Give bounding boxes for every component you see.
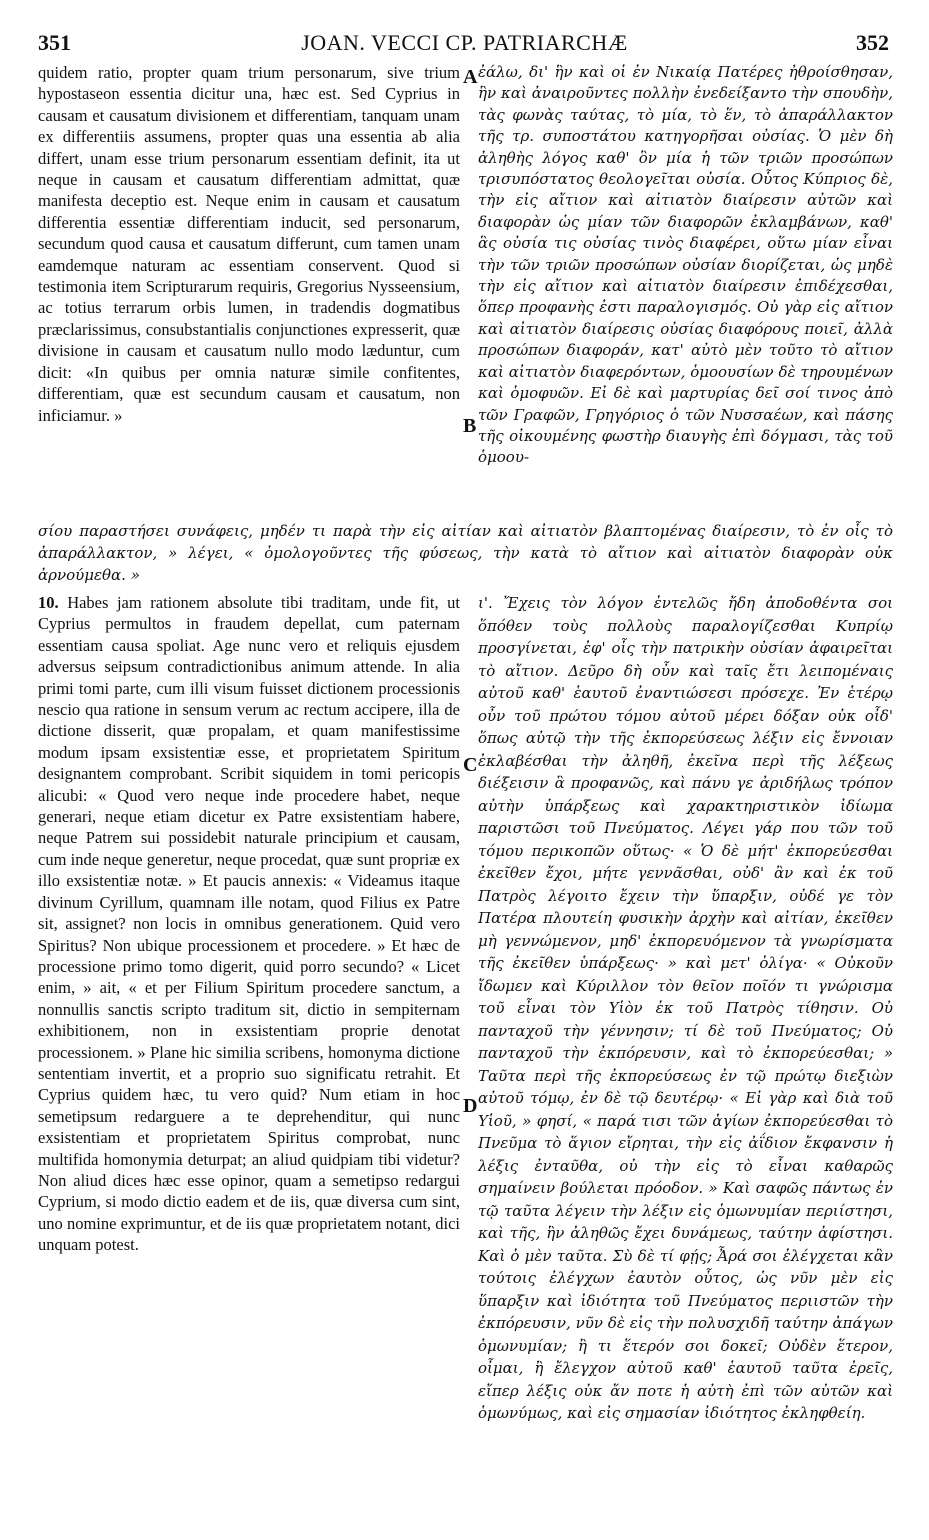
latin-section-text: Habes jam rationem absolute tibi traditam, unde fit, ut Cyprius permultos in fraudem depellat, cum paternam essentiam causa spoliat. Age nunc vero et reliquis ejusdem adversus seipsum contradictionibus animum attende. In alia primi tomi parte, cum illi visum fuisset dictionem processionis nescio qua ratione in sensum verum ac rectum accipere, illa de dictione disserit, quæ propalam, et quam manifestissime modum ipsam exsistentiæ esse, et proprietatem Spiritum designantem comprobant. Scribit siquidem in tomi pericopis alicubi: « Quod vero neque inde procedere habet, neque generari, neque etiam dicetur ex Patre exsistentiam habere, neque Patrem sui possidebit naturale principium et causam, cum inde neque generetur, neque procedat, quæ sunt propriæ ex illo exsistentiæ notæ. » Et paucis annexis: « Videamus itaque divinum Cyrillum, quamnam ille notam, quod Filius ex Patre sit, assignet? non locis in omnibus generationem. Quid vero Spiritus? Non ubique processionem et procedere. » Et hæc de processione primo tomo digerit, quid porro secundo? « Licet enim, » ait, « et per Filium Spiritum procedere sanctum, a nonnullis sanctis scripto traditum sit, dictio in sempiternam exhibitionem, non in exsistentiam proprie denotat processionem. » Plane hic similia scribens, homonyma dictione sententiam invertit, et a proprio suo significatu retrahit. Et Cyprius quidem hæc, tu vero quid? Num etiam in hoc semetipsum redarguere a te deprehenditur, qui nunc exsistentiam et proprietatem Spiritus comprobat, nunc multifida homonymia deturpat; an aliud quidpiam tibi videtur? Non aliud dices hæc esse opinor, quam a semetipso redargui Cyprium, si modo dictio eadem et de iis, quæ diversa cum sint, uno nomine exprimuntur, et de iis quæ proprietatem notant, dici unquam potest. bbox=[38, 593, 460, 1255]
greek-column-top bbox=[478, 62, 893, 469]
greek-column-bottom bbox=[478, 592, 893, 1425]
page-number-left: 351 bbox=[38, 30, 71, 55]
section-number: 10. bbox=[38, 593, 59, 612]
margin-marker-d: D bbox=[463, 1095, 478, 1117]
greek-spanning-paragraph: σίου παραστήσει συνάφεις, μηδέν τι παρὰ τὴν εἰς αἰτίαν καὶ αἰτιατὸν βλαπτομένας διαίρεσιν, τὸ ἐν οἷς τὸ ἀπαράλλακτον, » λέγει, « ὁμολογοῦντες τῆς φύσεως, τὴν κατὰ τὸ αἴτιον καὶ αἰτιατὸν διαφορὰν οὐκ ἀρνούμεθα. » bbox=[38, 522, 893, 584]
running-title: JOAN. VECCI CP. PATRIARCHÆ bbox=[301, 30, 628, 55]
greek-paragraph-bottom: ι'. Ἔχεις τὸν λόγον ἐντελῶς ἤδη ἀποδοθέντα σοι ὅπόθεν τοὺς πολλοὺς παραλογίζεσθαι Κυπρίῳ προσγίνεται, ἐφ' οἷς τὴν πατρικὴν οὐσίαν ἀφαιρεῖται τὸ αἴτιον. Δεῦρο δὴ οὖν καὶ ταῖς ἔτι λειπομέναις αὐτοῦ καθ' ἑαυτοῦ ἐναντιώσεσι πρόσεχε. Ἐν ἑτέρῳ οὖν τοῦ πρώτου τόμου αὐτοῦ μέρει δόξαν οὐκ οἶδ' ὅπως αὐτῷ τὴν τῆς ἐκπορεύσεως λέξιν εἰς ἔννοιαν ἐκλαβέσθαι τὴν ἀληθῆ, ἐκεῖνα περὶ τῆς λέξεως διέξεισιν ἃ προφανῶς, καὶ πάνυ γε ἀριδήλως τρόπον αὐτὴν ὑπάρξεως καὶ χαρακτηριστικὸν ἰδίωμα παριστῶσι τοῦ Πνεύματος. Λέγει γάρ που τῶν τοῦ τόμου περικοπῶν οὕτως· « Ὁ δὲ μήτ' ἐκπορεύεσθαι ἐκεῖθεν ἔχοι, μήτε γεννᾶσθαι, οὐδ' ἂν καὶ ἐκ τοῦ Πατρὸς λέγοιτο ἔχειν τὴν ὕπαρξιν, οὐδέ γε τὸν Πατέρα πλουτείη φυσικὴν ἀρχὴν καὶ αἰτίαν, ἐκεῖθεν μὴ γεννώμενον, μηδ' ἐκπορευόμενον τὰ γνωρίσματα τῆς ἐκεῖθεν ὑπάρξεως· » καὶ μετ' ὀλίγα· « Οὐκοῦν ἴδωμεν καὶ Κύριλλον τὸν θεῖον ποῖόν τι γνώρισμα τοῦ εἶναι τὸν Υἱὸν ἐκ τοῦ Πατρὸς τίθησιν. Οὐ πανταχοῦ τὴν γέννησιν; τί δὲ τοῦ Πνεύματος; Οὐ πανταχοῦ τὴν ἐκπόρευσιν, καὶ τὸ ἐκπορεύεσθαι; » Ταῦτα περὶ τῆς ἐκπορεύσεως ἐν τῷ πρώτῳ διεξιὼν αὐτοῦ τόμῳ, ἐν δὲ τῷ δευτέρῳ· « Εἰ γὰρ καὶ διὰ τοῦ Υἱοῦ, » φησί, « παρά τισι τῶν ἁγίων ἐκπορεύεσθαι τὸ Πνεῦμα τὸ ἅγιον εἴρηται, τὴν εἰς ἀΐδιον ἔκφανσιν ἡ λέξις ἐνταῦθα, οὐ τὴν εἰς τὸ εἶναι καθαρῶς σημαίνειν βούλεται πρόοδον. » Καὶ σαφῶς πάντως ἐν τῷ ταῦτα λέγειν τὴν λέξιν εἰς ὁμωνυμίαν περιίστησι, καὶ τῆς, ἣν ἀληθῶς ἔχει δυνάμεως, ταύτην ἀφίστησι. Καὶ ὁ μὲν ταῦτα. Σὺ δὲ τί φῄς; Ἆρά σοι ἐλέγχεται κἂν τούτοις ἐλέγχων ἑαυτὸν οὗτος, ὡς νῦν μὲν εἰς ὕπαρξιν καὶ ἰδιότητα τοῦ Πνεύματος περιιστῶν τὴν ἐκπόρευσιν, νῦν δὲ εἰς τὴν πολυσχιδῆ ταύτην ἀπάγων ὁμωνυμίαν; ἢ τι ἕτερόν σοι δοκεῖ; Οὐδὲν ἕτερον, οἶμαι, ἢ ἔλεγχον αὐτοῦ καθ' ἑαυτοῦ ταῦτα ἐρεῖς, εἴπερ λέξις οὐκ ἄν ποτε ἡ αὐτὴ ἐπὶ τῶν αὐτῶν καὶ ὁμωνύμως, καὶ εἰς σημασίαν ἰδιότητος ἐκληφθείη. bbox=[478, 594, 893, 1422]
latin-paragraph-bottom bbox=[38, 592, 460, 1256]
latin-paragraph-top: quidem ratio, propter quam trium personarum, sive trium hypostaseon essentia dicitur una, hæc est. Sed Cyprius in causam et causatum divisionem et differentiam, tanquam unam ex differentiis assumens, propter quas una essentia ab alia differt, unam esse trium personarum essentiam definit, ita ut neque in causam et causatum differentiam admittat, quæ manifesta deceptio est. Neque enim in causam et causatum differentia essentiæ differentiam inducit, sed personarum, secundum quod causa et causatum differunt, cum tamen unam eamdemque naturam ac essentiam conservent. Quod si testimonia item Scripturarum requiris, Gregorius Nysseensium, ac totius terrarum orbis lumen, in tradendis dogmatibus præclarissimus, consubstantialis conjunctiones expresserit, quæ divisione in causam et causatum nullo modo læduntur, cum dicit: «In quibus per omnia naturæ simile confitentes, differentiam, quæ est secundum causam et causatum, non inficiamur. » bbox=[38, 63, 460, 425]
latin-column-top bbox=[38, 62, 460, 426]
greek-spanning-lines bbox=[38, 520, 893, 586]
margin-marker-c: C bbox=[463, 754, 478, 776]
latin-column-bottom bbox=[38, 592, 460, 1256]
margin-marker-b: B bbox=[463, 415, 477, 437]
greek-paragraph-top: ἐάλω, δι' ἣν καὶ οἱ ἐν Νικαίᾳ Πατέρες ἠθροίσθησαν, ἣν καὶ ἀναιροῦντες πολλὴν ἐνεδείξαντο τὴν σπουδὴν, τὰς φωνὰς ταύτας, τὸ μία, τὸ ἕν, τὸ ἀπαράλλακτον τῆς τρ. συποστάτου κατηγορῆσαι οὐσίας. Ὁ μὲν δὴ ἀληθὴς λόγος καθ' ὃν μία ἡ τῶν τριῶν προσώπων τρισυπόστατος θεολογεῖται οὐσία. Οὗτος Κύπριος δὲ, τὴν εἰς αἴτιον καὶ αἰτιατὸν διαίρεσιν αὐτῶν καὶ διαφορὰν ὡς μίαν τῶν διαφορῶν ἐκλαμβάνων, καθ' ἃς οὐσία τις οὐσίας τινὸς διαφέρει, οὕτω μίαν εἶναι τὴν τῶν τριῶν προσώπων οὐσίαν διορίζεται, ὡς μηδὲ τὴν εἰς αἴτιον καὶ αἰτιατὸν διαίρεσιν ἐπιδέχεσθαι, ὅπερ προφανὴς ἐστι παραλογισμός. Οὐ γὰρ εἰς αἴτιον καὶ αἰτιατὸν διαίρεσις οὐσίας διαφόρους ποιεῖ, ἀλλὰ προσώπων διαφοράν, κατ' αὐτὸ μὲν τοῦτο τὸ αἴτιον καὶ αἰτιατὸν διαφερόντων, ὁμοουσίων δὲ τηρουμένων καὶ ὁμοφυῶν. Εἰ δὲ καὶ μαρτυρίας δεῖ σοί τινος ἀπὸ τῶν Γραφῶν, Γρηγόριος ὁ τῶν Νυσσαέων, καὶ πάσης τῆς οἰκουμένης φωστὴρ διαυγὴς ἐπὶ δόγμασι, τὰς τοῦ ὁμοου- bbox=[478, 63, 893, 467]
page-number-right: 352 bbox=[856, 30, 889, 55]
margin-marker-a: A bbox=[463, 66, 478, 88]
running-header bbox=[0, 0, 929, 58]
